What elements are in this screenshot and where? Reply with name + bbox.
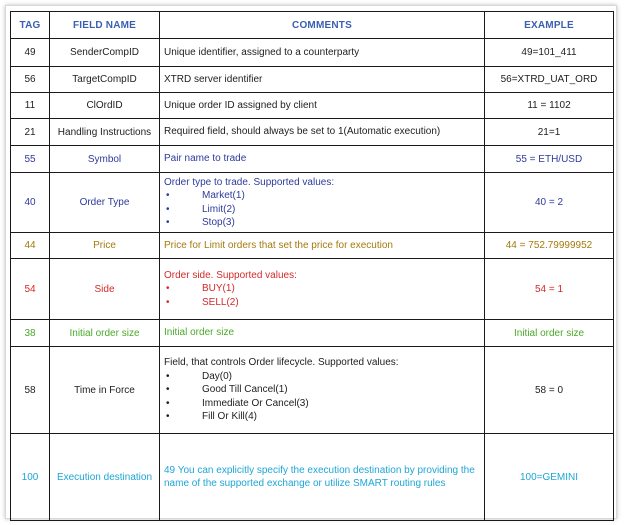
comment-cell: [160, 173, 485, 233]
comment-cell: [160, 347, 485, 434]
example-cell: 55 = ETH/USD: [485, 146, 614, 173]
bullet-icon: •: [166, 384, 170, 396]
table-row: [11, 347, 614, 434]
list-item-label: Limit(2): [202, 203, 236, 215]
tag-cell: 55: [11, 146, 50, 173]
comment-text: Price for Limit orders that set the price for execution: [164, 239, 393, 251]
field-name-cell: Side: [50, 259, 160, 320]
list-item-label: SELL(2): [202, 296, 239, 308]
table-row: [11, 173, 614, 233]
document-frame: [5, 5, 617, 519]
list-item-label: Fill Or Kill(4): [202, 411, 257, 423]
tag-cell: 56: [11, 67, 50, 93]
comment-cell: [160, 119, 485, 146]
example-cell: 40 = 2: [485, 173, 614, 233]
bullet-icon: •: [166, 190, 170, 201]
example-cell: Initial order size: [485, 320, 614, 347]
comment-text: Initial order size: [164, 327, 235, 339]
bullet-icon: •: [166, 283, 170, 295]
header-tag: TAG: [11, 12, 50, 39]
table-row: [11, 320, 614, 347]
list-item-label: Stop(3): [202, 217, 235, 228]
tag-cell: 58: [11, 347, 50, 434]
field-name-cell: Handling Instructions: [50, 119, 160, 146]
field-name-cell: Initial order size: [50, 320, 160, 347]
example-cell: 44 = 752.79999952: [485, 233, 614, 259]
bullet-icon: •: [166, 296, 170, 308]
fix-fields-table: [10, 11, 614, 521]
header-field-name: FIELD NAME: [50, 12, 160, 39]
comment-text: 49 You can explicitly specify the execution destination by providing the name of the supported exchange or utilize SMART routing rules: [164, 464, 475, 489]
header-example: EXAMPLE: [485, 12, 614, 39]
list-item: [164, 370, 480, 384]
list-item: [164, 397, 480, 411]
example-cell: 49=101_411: [485, 39, 614, 67]
bullet-icon: •: [166, 203, 170, 215]
table-row: [11, 39, 614, 67]
comment-cell: [160, 67, 485, 93]
comment-text: Unique identifier, assigned to a counterparty: [164, 46, 360, 58]
list-item-label: Immediate Or Cancel(3): [202, 397, 309, 409]
comment-text: Pair name to trade: [164, 153, 247, 165]
field-name-cell: Execution destination: [50, 434, 160, 521]
comment-text: Required field, should always be set to 1(Automatic execution): [164, 126, 441, 138]
tag-cell: 54: [11, 259, 50, 320]
tag-cell: 44: [11, 233, 50, 259]
comment-cell: [160, 39, 485, 67]
list-item: [164, 410, 480, 424]
tag-cell: 38: [11, 320, 50, 347]
field-name-cell: TargetCompID: [50, 67, 160, 93]
bullet-icon: •: [166, 397, 170, 409]
table-row: [11, 233, 614, 259]
field-name-cell: SenderCompID: [50, 39, 160, 67]
comment-cell: [160, 259, 485, 320]
header-comments: COMMENTS: [160, 12, 485, 39]
tag-cell: 100: [11, 434, 50, 521]
supported-values-list: [164, 282, 480, 309]
list-item-label: Good Till Cancel(1): [202, 384, 288, 396]
tag-cell: 40: [11, 173, 50, 233]
tag-cell: 49: [11, 39, 50, 67]
list-item: [164, 216, 480, 230]
tag-cell: 11: [11, 93, 50, 119]
bullet-icon: •: [166, 217, 170, 228]
example-cell: 58 = 0: [485, 347, 614, 434]
list-item-label: Market(1): [202, 190, 245, 201]
comment-text: Order type to trade. Supported values:: [164, 176, 335, 188]
list-item: [164, 383, 480, 397]
comment-cell: [160, 233, 485, 259]
bullet-icon: •: [166, 411, 170, 423]
example-cell: 56=XTRD_UAT_ORD: [485, 67, 614, 93]
comment-cell: [160, 146, 485, 173]
tag-cell: 21: [11, 119, 50, 146]
field-name-cell: Symbol: [50, 146, 160, 173]
list-item: [164, 189, 480, 203]
table-header-row: [11, 12, 614, 39]
comment-text: Order side. Supported values:: [164, 269, 297, 281]
comment-text: Unique order ID assigned by client: [164, 99, 317, 111]
table-body: [11, 39, 614, 521]
comment-cell: [160, 93, 485, 119]
list-item-label: Day(0): [202, 370, 233, 382]
example-cell: 100=GEMINI: [485, 434, 614, 521]
supported-values-list: [164, 370, 480, 424]
table-row: [11, 146, 614, 173]
example-cell: 11 = 1102: [485, 93, 614, 119]
table-row: [11, 119, 614, 146]
list-item-label: BUY(1): [202, 283, 235, 295]
table-row: [11, 93, 614, 119]
list-item: [164, 282, 480, 296]
supported-values-list: [164, 189, 480, 230]
field-name-cell: Time in Force: [50, 347, 160, 434]
bullet-icon: •: [166, 370, 170, 382]
table-row: [11, 434, 614, 521]
example-cell: 21=1: [485, 119, 614, 146]
table-row: [11, 67, 614, 93]
field-name-cell: Order Type: [50, 173, 160, 233]
field-name-cell: Price: [50, 233, 160, 259]
comment-cell: [160, 320, 485, 347]
comment-text: Field, that controls Order lifecycle. Supported values:: [164, 357, 399, 369]
list-item: [164, 203, 480, 217]
table-row: [11, 259, 614, 320]
field-name-cell: ClOrdID: [50, 93, 160, 119]
list-item: [164, 296, 480, 310]
example-cell: 54 = 1: [485, 259, 614, 320]
comment-cell: [160, 434, 485, 521]
comment-text: XTRD server identifier: [164, 73, 263, 85]
